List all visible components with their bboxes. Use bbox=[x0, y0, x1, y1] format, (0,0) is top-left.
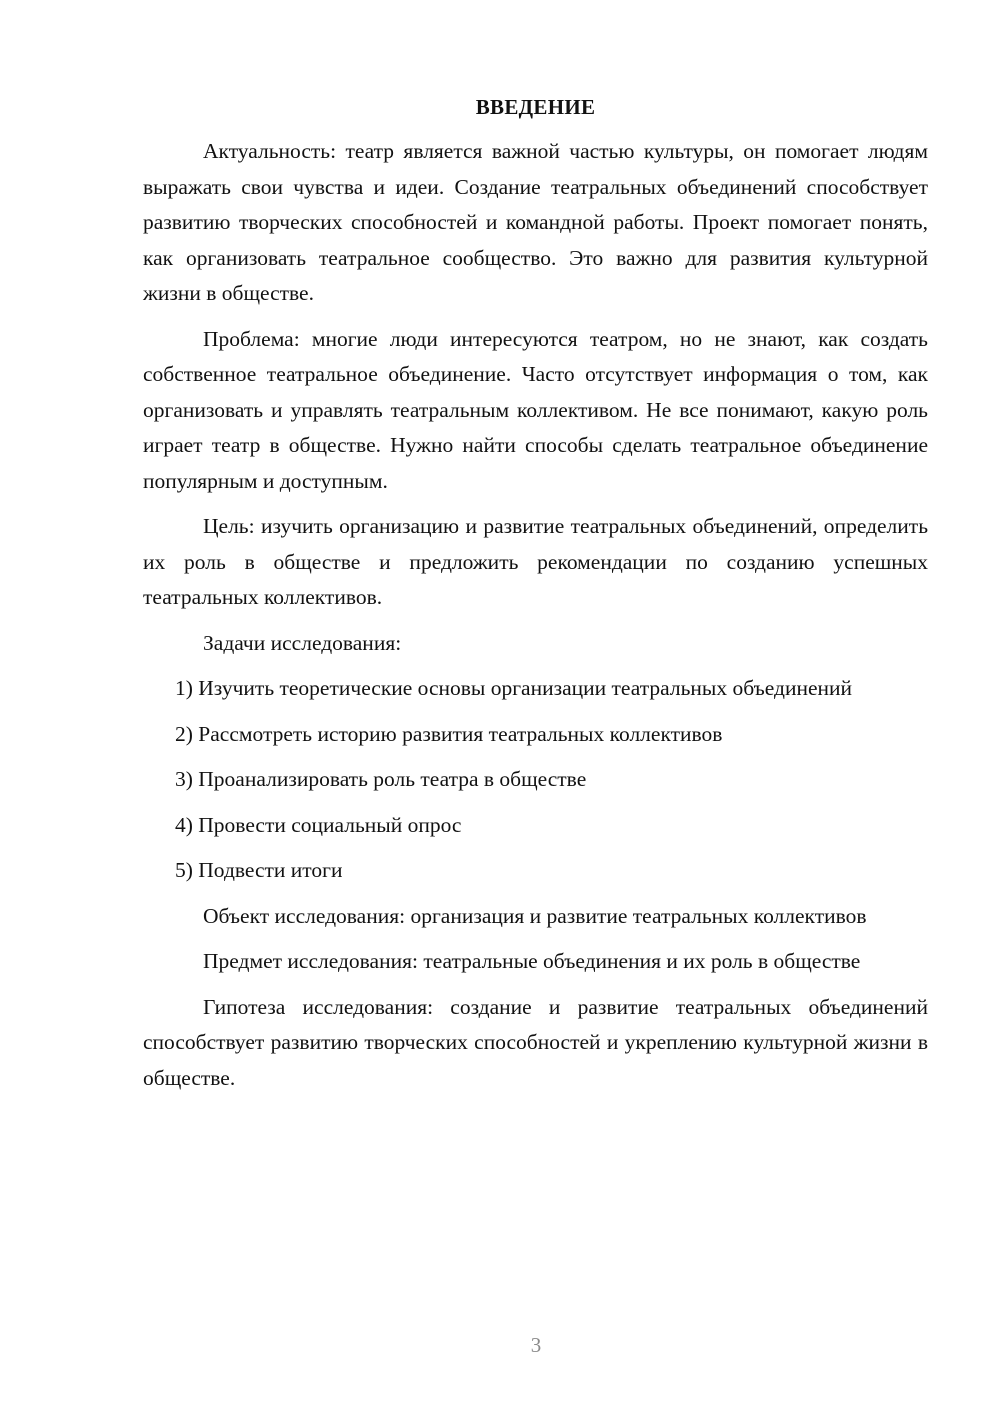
tasks-heading: Задачи исследования: bbox=[203, 630, 402, 655]
relevance-paragraph: Актуальность: театр является важной частью культуры, он помогает людям выражать свои чувства и идеи. Создание театральных объединений способствует развитию творческих способностей и командной работы. Проект помогает понять, как организовать театральное сообщество. Это важно для развития культурной жизни в обществе. bbox=[143, 139, 928, 305]
task-item-2: 2) Рассмотреть историю развития театральных коллективов bbox=[175, 721, 723, 746]
page-title: ВВЕДЕНИЕ bbox=[475, 95, 596, 119]
goal-paragraph: Цель: изучить организацию и развитие театральных объединений, определить их роль в обществе и предложить рекомендации по созданию успешных театральных коллективов. bbox=[143, 514, 928, 609]
problem-paragraph: Проблема: многие люди интересуются театром, но не знают, как создать собственное театральное объединение. Часто отсутствует информация о том, как организовать и управлять театральным коллективом. Не все понимают, какую роль играет театр в обществе. Нужно найти способы сделать театральное объединение популярным и доступным. bbox=[143, 326, 928, 493]
task-item-4: 4) Провести социальный опрос bbox=[175, 812, 462, 837]
task-item-5: 5) Подвести итоги bbox=[175, 858, 343, 882]
document-page bbox=[143, 95, 928, 1096]
task-item-1: 1) Изучить теоретические основы организации театральных объединений bbox=[175, 676, 853, 700]
object-paragraph: Объект исследования: организация и развитие театральных коллективов bbox=[203, 903, 867, 928]
hypothesis-paragraph: Гипотеза исследования: создание и развитие театральных объединений способствует развитию творческих способностей и укреплению культурной жизни в обществе. bbox=[143, 994, 928, 1090]
page-number: 3 bbox=[530, 1333, 542, 1357]
task-item-3: 3) Проанализировать роль театра в обществе bbox=[175, 767, 587, 791]
subject-paragraph: Предмет исследования: театральные объединения и их роль в обществе bbox=[203, 949, 861, 973]
